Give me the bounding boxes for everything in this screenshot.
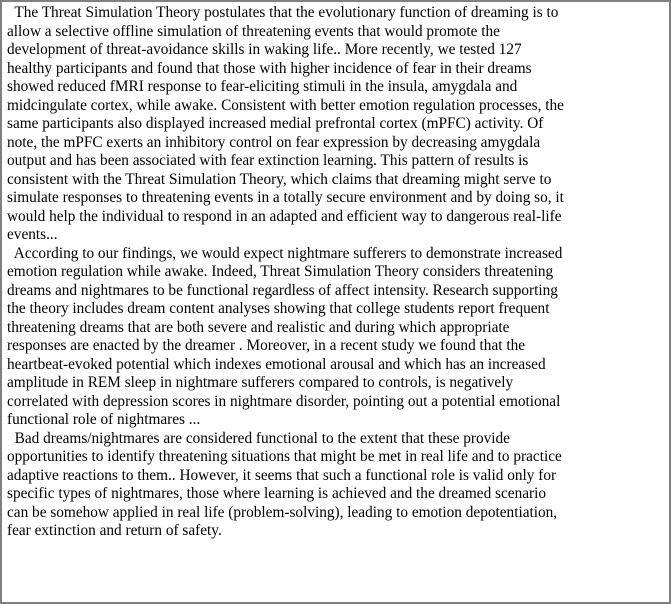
text-line: the theory includes dream content analyses showing that college students report frequent bbox=[7, 300, 550, 317]
text-line: allow a selective offline simulation of threatening events that would promote the bbox=[7, 22, 500, 40]
text-line: consistent with the Threat Simulation Theory, which claims that dreaming might serve to bbox=[7, 170, 552, 188]
text-line: functional role of nightmares ... bbox=[7, 411, 201, 428]
text-line: dreams and nightmares to be functional regardless of affect intensity. Research supporting bbox=[7, 281, 558, 299]
text-line: correlated with depression scores in nightmare disorder, pointing out a potential emotional bbox=[7, 392, 561, 410]
paragraph-3 bbox=[7, 430, 665, 541]
text-line: healthy participants and found that those with higher incidence of fear in their dreams bbox=[7, 59, 532, 77]
text-line: midcingulate cortex, while awake. Consistent with better emotion regulation processes, the bbox=[7, 96, 564, 114]
text-line: can be somehow applied in real life (problem-solving), leading to emotion depotentiation, bbox=[7, 503, 558, 521]
text-line: showed reduced fMRI response to fear-eliciting stimuli in the insula, amygdala and bbox=[7, 78, 518, 95]
text-line: heartbeat-evoked potential which indexes emotional arousal and which has an increased bbox=[7, 355, 546, 373]
text-line: development of threat-avoidance skills in waking life.. More recently, we tested 127 bbox=[7, 41, 522, 58]
document-text bbox=[7, 4, 665, 541]
text-line: note, the mPFC exerts an inhibitory control on fear expression by decreasing amygdala bbox=[7, 133, 541, 151]
text-line: According to our findings, we would expect nightmare sufferers to demonstrate increased bbox=[7, 244, 563, 262]
text-line: opportunities to identify threatening situations that might be met in real life and to practice bbox=[7, 448, 562, 465]
text-line: same participants also displayed increased medial prefrontal cortex (mPFC) activity. Of bbox=[7, 115, 544, 132]
text-line: Bad dreams/nightmares are considered functional to the extent that these provide bbox=[7, 429, 510, 447]
text-line: fear extinction and return of safety. bbox=[7, 522, 222, 539]
text-line: emotion regulation while awake. Indeed, Threat Simulation Theory considers threatening bbox=[7, 263, 554, 280]
text-line: simulate responses to threatening events in a totally secure environment and by doing so, it bbox=[7, 189, 564, 206]
text-line: specific types of nightmares, those where learning is achieved and the dreamed scenario bbox=[7, 485, 547, 502]
text-line: output and has been associated with fear extinction learning. This pattern of results is bbox=[7, 152, 529, 169]
text-line: adaptive reactions to them.. However, it seems that such a functional role is valid only for bbox=[7, 466, 557, 484]
text-line: threatening dreams that are both severe and realistic and during which appropriate bbox=[7, 318, 510, 336]
text-line: amplitude in REM sleep in nightmare sufferers compared to controls, is negatively bbox=[7, 374, 514, 391]
text-line: responses are enacted by the dreamer . Moreover, in a recent study we found that the bbox=[7, 337, 526, 354]
text-line: events... bbox=[7, 226, 58, 243]
paragraph-1 bbox=[7, 4, 665, 245]
text-line: would help the individual to respond in an adapted and efficient way to dangerous real-life bbox=[7, 207, 562, 225]
paragraph-2 bbox=[7, 245, 665, 430]
text-line: The Threat Simulation Theory postulates that the evolutionary function of dreaming is to bbox=[7, 4, 559, 21]
